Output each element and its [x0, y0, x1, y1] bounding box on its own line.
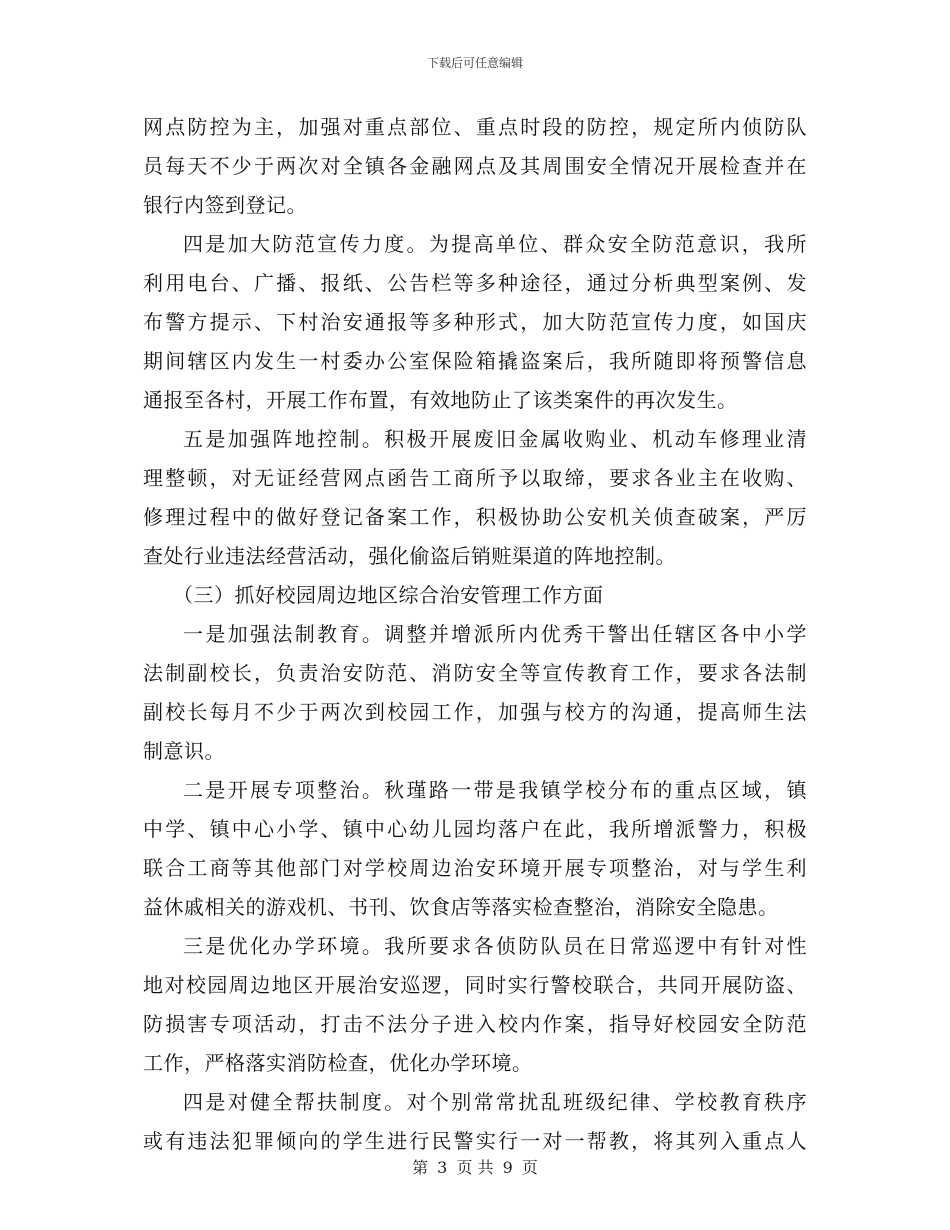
paragraph	[143, 225, 807, 420]
paragraph-line: （三）抓好校园周边地区综合治安管理工作方面	[173, 583, 604, 607]
paragraph-line: 二是开展专项整治。秋瑾路一带是我镇学校分布的重点区域，镇	[183, 778, 807, 802]
total-page-count: 9	[502, 1158, 513, 1177]
paragraph-line: 通报至各村，开展工作布置，有效地防止了该类案件的再次发生。	[143, 388, 738, 412]
paragraph-line: 修理过程中的做好登记备案工作，积极协助公安机关侦查破案，严厉	[143, 505, 807, 529]
paragraph-line: 布警方提示、下村治安通报等多种形式，加大防范宣传力度，如国庆	[143, 310, 807, 334]
paragraph-line: 或有违法犯罪倾向的学生进行民警实行一对一帮教，将其列入重点人	[143, 1129, 807, 1153]
paragraph-line: 联合工商等其他部门对学校周边治安环境开展专项整治，对与学生利	[143, 856, 807, 880]
paragraph-line: 法制副校长，负责治安防范、消防安全等宣传教育工作，要求各法制	[143, 661, 807, 685]
paragraph-line: 三是优化办学环境。我所要求各侦防队员在日常巡逻中有针对性	[183, 934, 807, 958]
paragraph-line: 查处行业违法经营活动，强化偷盗后销赃渠道的阵地控制。	[143, 544, 676, 568]
paragraph-line: 网点防控为主，加强对重点部位、重点时段的防控，规定所内侦防队	[143, 115, 807, 139]
document-body	[143, 108, 807, 1161]
paragraph-line: 益休戚相关的游戏机、书刊、饮食店等落实检查整治，消除安全隐患。	[143, 895, 779, 919]
paragraph-line: 中学、镇中心小学、镇中心幼儿园均落户在此，我所增派警力，积极	[143, 817, 807, 841]
page-footer-middle: 页 共	[456, 1158, 494, 1177]
paragraph	[143, 615, 807, 771]
paragraph-line: 四是对健全帮扶制度。对个别常常扰乱班级纪律、学校教育秩序	[183, 1090, 807, 1114]
paragraph	[143, 108, 807, 225]
paragraph-line: 地对校园周边地区开展治安巡逻，同时实行警校联合，共同开展防盗、	[143, 973, 807, 997]
current-page-number: 3	[437, 1158, 448, 1177]
page-footer-suffix: 页	[521, 1158, 538, 1177]
paragraph-line: 制意识。	[143, 739, 225, 763]
paragraph	[143, 1083, 807, 1161]
paragraph-line: 四是加大防范宣传力度。为提高单位、群众安全防范意识，我所	[183, 232, 807, 256]
paragraph-line: 防损害专项活动，打击不法分子进入校内作案，指导好校园安全防范	[143, 1012, 807, 1036]
paragraph-line: 利用电台、广播、报纸、公告栏等多种途径，通过分析典型案例、发	[143, 271, 807, 295]
paragraph-line: 期间辖区内发生一村委办公室保险箱撬盗案后，我所随即将预警信息	[143, 349, 807, 373]
page-header: 下载后可任意编辑	[426, 56, 523, 70]
paragraph-line: 员每天不少于两次对全镇各金融网点及其周围安全情况开展检查并在	[143, 154, 807, 178]
paragraph	[143, 927, 807, 1083]
section-heading	[143, 576, 807, 615]
page-footer	[0, 1155, 950, 1178]
paragraph-line: 理整顿，对无证经营网点函告工商所予以取缔，要求各业主在收购、	[143, 466, 807, 490]
paragraph	[143, 420, 807, 576]
paragraph-line: 一是加强法制教育。调整并增派所内优秀干警出任辖区各中小学	[183, 622, 807, 646]
page-footer-prefix: 第	[412, 1158, 429, 1177]
paragraph-line: 银行内签到登记。	[143, 193, 307, 217]
paragraph	[143, 771, 807, 927]
paragraph-line: 工作，严格落实消防检查，优化办学环境。	[143, 1051, 533, 1075]
paragraph-line: 副校长每月不少于两次到校园工作，加强与校方的沟通，提高师生法	[143, 700, 807, 724]
paragraph-line: 五是加强阵地控制。积极开展废旧金属收购业、机动车修理业清	[183, 427, 807, 451]
